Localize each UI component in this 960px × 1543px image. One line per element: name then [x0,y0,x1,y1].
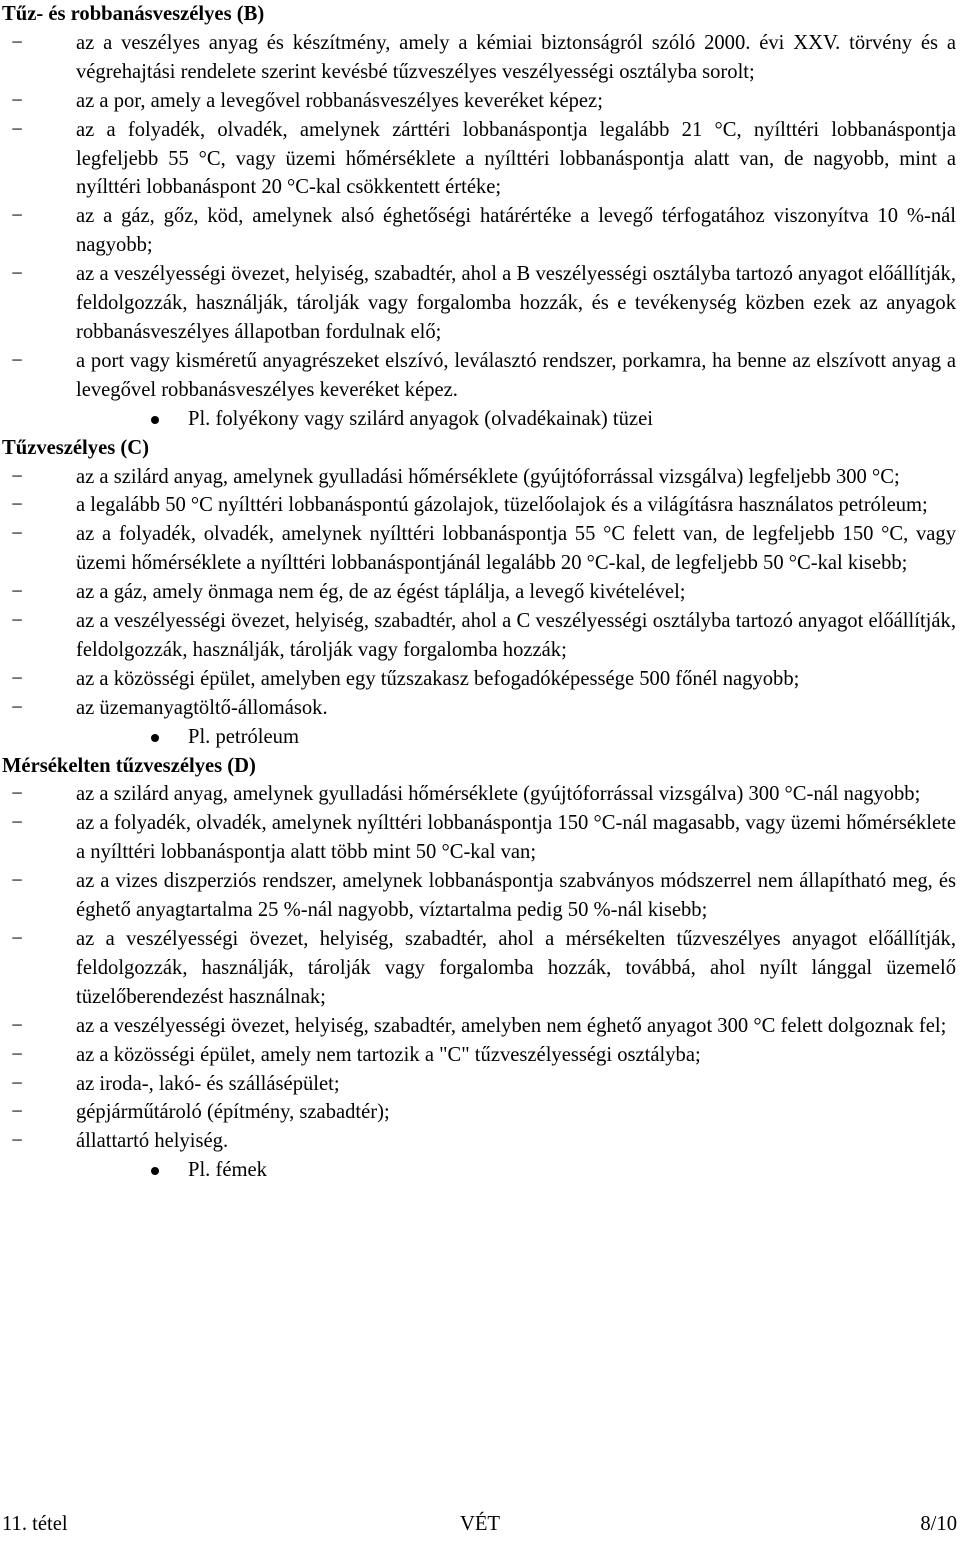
section-heading: Tűzveszélyes (C) [2,436,149,459]
list-item-text: az a veszélyességi övezet, helyiség, szabadtér, ahol a C veszélyességi osztályba tartozó anyagot előállítják, feldolgozzák, használják, tárolják vagy forgalomba hozzák; [76,610,956,661]
list-item [0,520,960,578]
list-item-text: az a veszélyességi övezet, helyiség, szabadtér, ahol a mérsékelten tűzveszélyes anyagot előállítják, feldolgozzák, használják, tárolják vagy forgalomba hozzák, továbbá, ahol nyílt lánggal üzemelő tüzelőberendezést használnak; [76,928,956,1008]
list-item [0,578,960,607]
list-item-text: az a veszélyességi övezet, helyiség, szabadtér, amelyben nem éghető anyagot 300 °C felett dolgoznak fel; [76,1014,947,1037]
list-item-text: a legalább 50 °C nyílttéri lobbanáspontú gázolajok, tüzelőolajok és a világításra használatos petróleum; [76,494,928,517]
example-text: Pl. petróleum [188,725,299,748]
list-item [0,202,960,260]
list-item-text: az a folyadék, olvadék, amelynek nyílttéri lobbanáspontja 150 °C-nál magasabb, vagy üzemi hőmérséklete a nyílttéri lobbanáspontja alatt több mint 50 °C-kal van; [76,812,956,864]
list-item [0,607,960,665]
dash-marker: − [11,1014,23,1037]
dash-marker: − [11,465,23,488]
list-item [0,463,960,492]
list-item-text: az a közösségi épület, amely nem tartozik a "C" tűzveszélyességi osztályba; [76,1043,701,1066]
list-item [0,491,960,520]
list-item-text: az a vizes diszperziós rendszer, amelynek lobbanáspontja szabványos módszerrel nem állapítható meg, és éghető anyagtartalma 25 %-nál nagyobb, víztartalma pedig 50 %-nál kisebb; [76,870,956,922]
page-number: 8/10 [920,1513,957,1535]
list-item [0,1098,960,1127]
list-item [0,925,960,1012]
dash-marker: − [11,205,23,228]
example-line [0,405,960,434]
list-item-text: az a gáz, gőz, köd, amelynek alsó éghetőségi határértéke a levegő térfogatához viszonyítva 10 %-nál nagyobb; [76,205,956,257]
list-item [0,780,960,809]
list-item [0,694,960,723]
list-item [0,809,960,867]
list-item-text: az a por, amely a levegővel robbanásveszélyes keveréket képez; [76,89,603,112]
bullet-icon [151,734,159,742]
dash-marker: − [11,89,23,112]
dash-marker: − [11,870,23,893]
list-item [0,1127,960,1156]
list-item-text: az iroda-, lakó- és szállásépület; [76,1072,340,1095]
dash-marker: − [11,1101,23,1124]
dash-marker: − [11,667,23,690]
list-item [0,29,960,87]
dash-marker: − [11,1043,23,1066]
bullet-icon [151,416,159,424]
list-item-text: az a veszélyes anyag és készítmény, amely a kémiai biztonságról szóló 2000. évi XXV. törvény és a végrehajtási rendelete szerint kevésbé tűzveszélyes veszélyességi osztályba sorolt; [76,31,956,83]
example-text: Pl. fémek [188,1159,267,1182]
list-item [0,1012,960,1041]
dash-marker: − [11,1130,23,1153]
dash-marker: − [11,928,23,950]
list-item [0,665,960,694]
section-heading: Mérsékelten tűzveszélyes (D) [2,754,256,777]
list-item-text: az a szilárd anyag, amelynek gyulladási hőmérséklete (gyújtóforrással vizsgálva) legfeljebb 300 °C; [76,465,900,488]
page-footer [0,1510,960,1540]
dash-marker: − [11,812,23,835]
dash-marker: − [11,523,23,546]
dash-marker: − [11,263,23,286]
list-item-text: az a közösségi épület, amelyben egy tűzszakasz befogadóképessége 500 főnél nagyobb; [76,667,800,690]
section-b [0,0,960,434]
list-item-text: az üzemanyagtöltő-állomások. [76,696,328,719]
dash-marker: − [11,581,23,604]
list-item-text: a port vagy kisméretű anyagrészeket elszívó, leválasztó rendszer, porkamra, ha benne az elszívott anyag a levegővel robbanásveszélyes keveréket képez. [76,349,956,401]
dash-marker: − [11,610,23,633]
list-item-text: az a veszélyességi övezet, helyiség, szabadtér, ahol a B veszélyességi osztályba tartozó anyagot előállítják, feldolgozzák, használják, tárolják vagy forgalomba hozzák, és e tevékenység közben ezek az anyagok robbanásveszélyes állapotban fordulnak elő; [76,263,956,343]
list-item [0,116,960,203]
example-text: Pl. folyékony vagy szilárd anyagok (olvadékainak) tüzei [188,407,653,430]
criteria-list [0,463,960,723]
dash-marker: − [11,1072,23,1095]
list-item [0,347,960,405]
list-item-text: az a folyadék, olvadék, amelynek zárttéri lobbanáspontja legalább 21 °C, nyílttéri lobbanáspontja legfeljebb 55 °C, vagy üzemi hőmérséklete a nyílttéri lobbanáspontja alatt van, de nagyobb, mint a nyílttéri lobbanáspont 20 °C-kal csökkentett értéke; [76,118,956,199]
dash-marker: − [11,31,23,54]
footer-title: VÉT [459,1513,501,1535]
dash-marker: − [11,349,23,372]
list-item [0,1070,960,1099]
list-item [0,260,960,347]
example-line [0,723,960,752]
section-d [0,752,960,1186]
dash-marker: − [11,118,23,141]
list-item [0,87,960,116]
list-item-text: az a gáz, amely önmaga nem ég, de az égést táplálja, a levegő kivételével; [76,581,686,604]
list-item-text: gépjárműtároló (építmény, szabadtér); [76,1101,390,1124]
list-item [0,867,960,925]
list-item [0,1041,960,1070]
footer-topic: 11. tétel [2,1513,68,1535]
list-item-text: állattartó helyiség. [76,1130,229,1153]
section-heading: Tűz- és robbanásveszélyes (B) [2,3,265,25]
criteria-list [0,780,960,1156]
list-item-text: az a szilárd anyag, amelynek gyulladási hőmérséklete (gyújtóforrással vizsgálva) 300 °C-nál nagyobb; [76,783,921,806]
dash-marker: − [11,696,23,719]
example-line [0,1156,960,1185]
list-item-text: az a folyadék, olvadék, amelynek nyílttéri lobbanáspontja 55 °C felett van, de legfeljebb 150 °C, vagy üzemi hőmérséklete a nyílttéri lobbanáspontjánál legalább 20 °C-kal, de legfeljebb 50 °C-kal kisebb; [76,523,956,575]
criteria-list [0,29,960,405]
section-c [0,434,960,752]
dash-marker: − [11,783,23,806]
dash-marker: − [11,494,23,517]
